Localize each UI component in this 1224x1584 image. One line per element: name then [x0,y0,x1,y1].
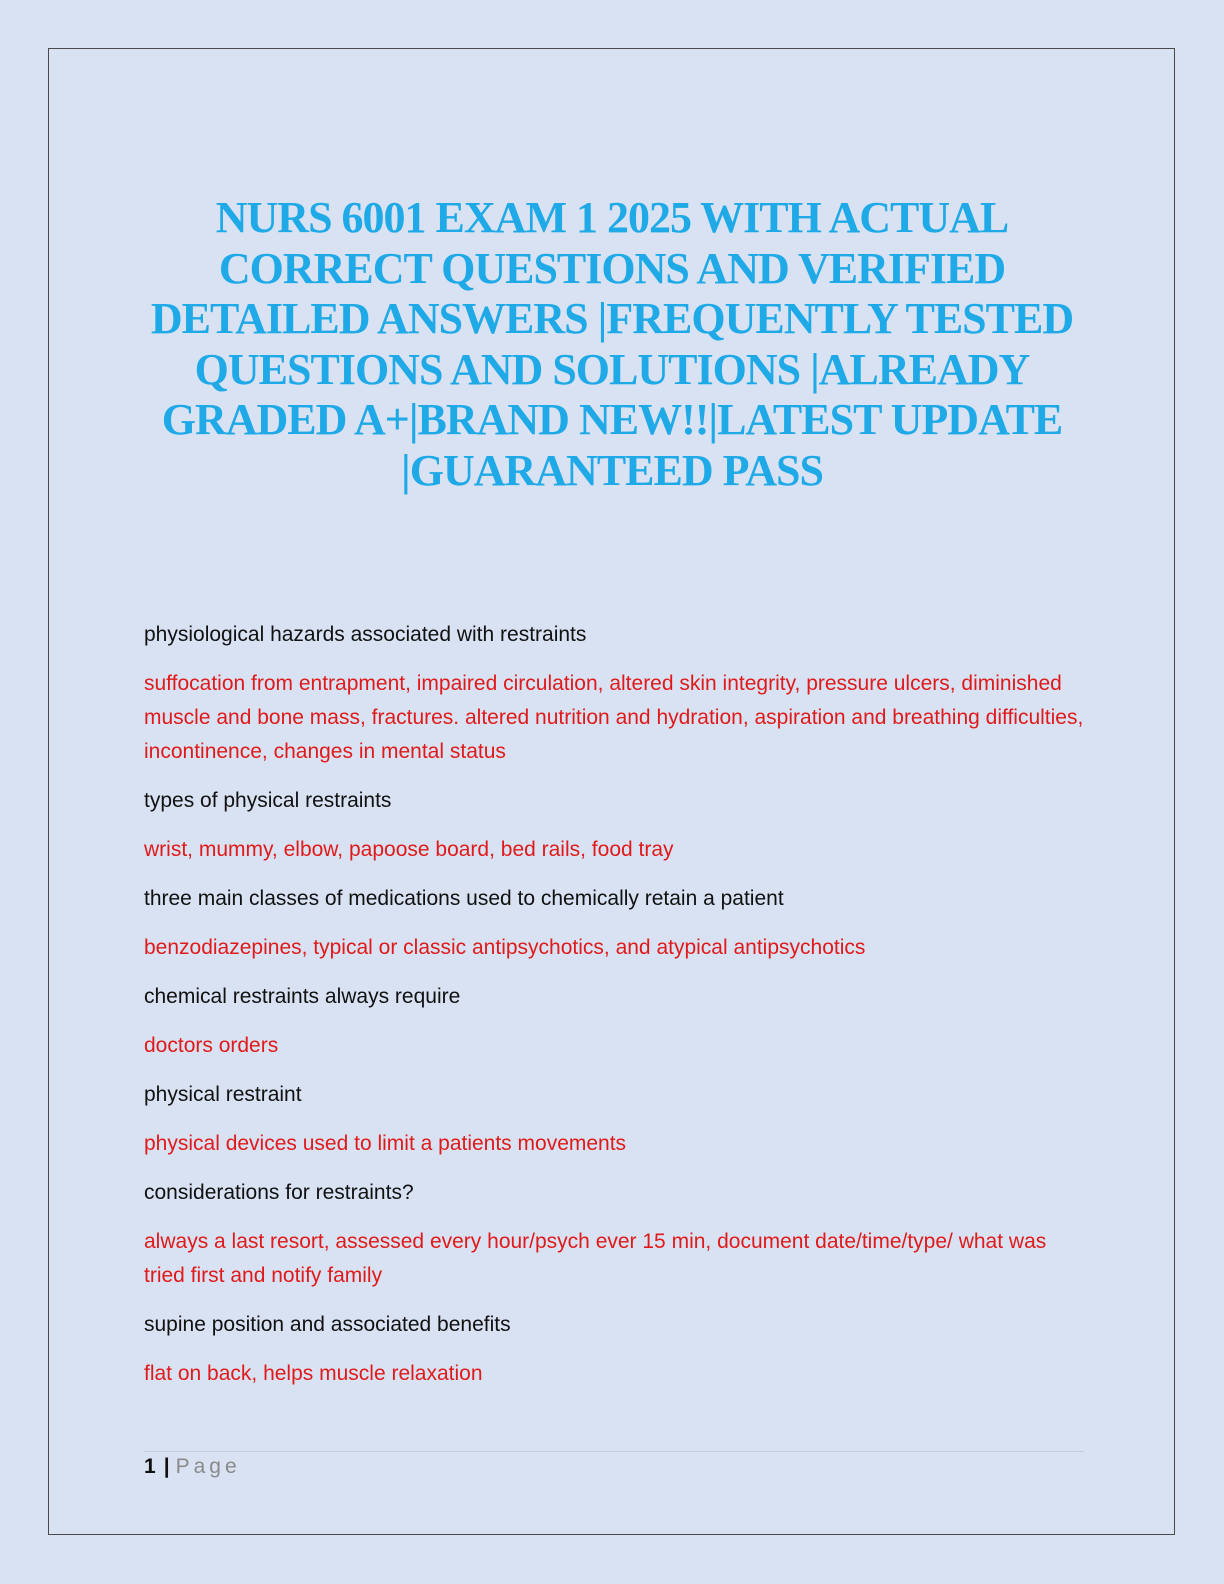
page-label: Page [175,1455,241,1478]
qa-list [144,618,1084,1406]
question-text: supine position and associated benefits [144,1313,511,1336]
question-text: types of physical restraints [144,789,392,812]
footer-separator: | [163,1455,170,1478]
answer-text: benzodiazepines, typical or classic antipsychotics, and atypical antipsychotics [144,936,866,959]
answer-text: always a last resort, assessed every hour/psych ever 15 min, document date/time/type/ what was tried first and notify family [144,1230,1047,1287]
question-text: physical restraint [144,1083,302,1106]
document-title: NURS 6001 EXAM 1 2025 WITH ACTUAL CORRECT QUESTIONS AND VERIFIED DETAILED ANSWERS |FREQUENTLY TESTED QUESTIONS AND SOLUTIONS |ALREADY GRADED A+|BRAND NEW!!|LATEST UPDATE |GUARANTEED PASS [150,193,1074,495]
answer-text: suffocation from entrapment, impaired circulation, altered skin integrity, pressure ulcers, diminished muscle and bone mass, fractures. altered nutrition and hydration, aspiration and breathing difficulties, incontinence, changes in mental status [144,672,1084,763]
question-text: considerations for restraints? [144,1181,414,1204]
page-number: 1 [144,1455,156,1478]
answer-text: physical devices used to limit a patients movements [144,1132,627,1155]
answer-text: flat on back, helps muscle relaxation [144,1362,483,1385]
answer-text: doctors orders [144,1034,279,1057]
footer-divider [144,1451,1084,1452]
page-footer [144,1453,241,1481]
question-text: chemical restraints always require [144,985,461,1008]
question-text: physiological hazards associated with restraints [144,623,587,646]
answer-text: wrist, mummy, elbow, papoose board, bed rails, food tray [144,838,674,861]
question-text: three main classes of medications used to chemically retain a patient [144,887,784,910]
